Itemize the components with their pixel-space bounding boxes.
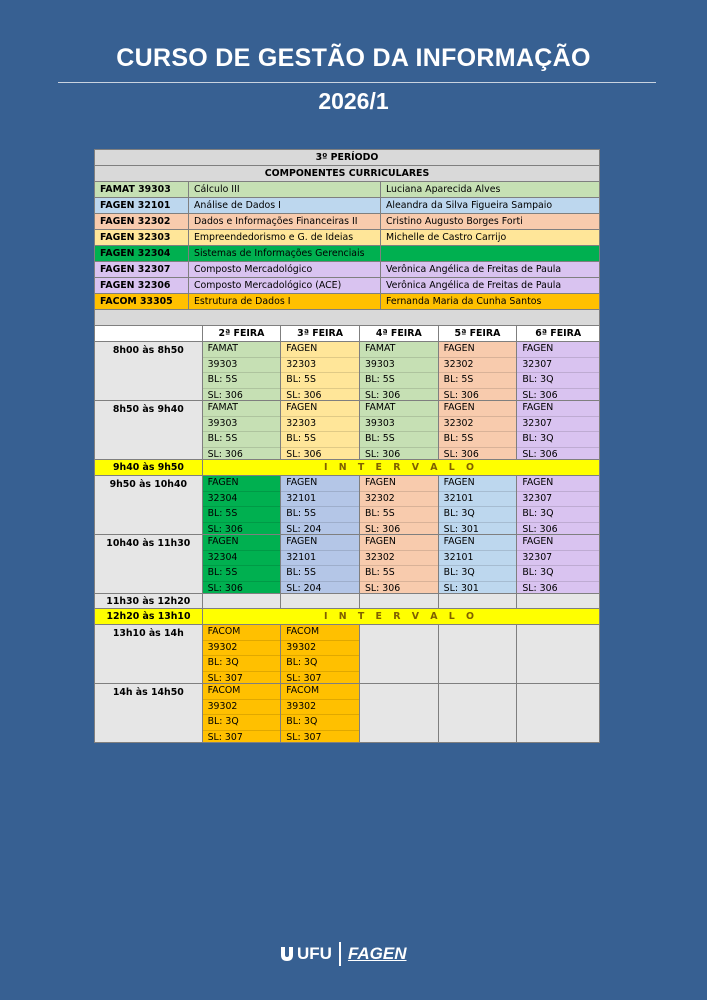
component-row	[94, 246, 600, 262]
component-code: FACOM 33305	[95, 294, 189, 309]
class-cell-line: SL: 306	[207, 448, 243, 460]
component-professor: Verônica Angélica de Freitas de Paula	[386, 264, 562, 275]
class-cell-line: FAGEN	[517, 535, 599, 551]
component-professor	[381, 246, 599, 261]
class-cell-line: FAMAT	[360, 401, 438, 417]
component-professor: Cristino Augusto Borges Forti	[386, 216, 523, 227]
class-cell-line: 39303	[360, 358, 438, 374]
class-cell-line: 32307	[517, 358, 599, 374]
class-cell-line: FACOM	[281, 625, 359, 641]
spacer-row	[94, 310, 600, 326]
time-label: 9h50 às 10h40	[95, 476, 203, 535]
time-label: 10h40 às 11h30	[95, 535, 203, 594]
empty-cell	[439, 684, 518, 743]
class-cell-line: SL: 306	[286, 389, 322, 401]
class-cell-line: SL: 306	[207, 523, 243, 535]
class-cell-line: SL: 306	[286, 448, 322, 460]
time-label: 13h10 às 14h	[95, 625, 203, 684]
component-name: Empreendedorismo e G. de Ideias	[189, 230, 381, 245]
class-cell-line: BL: 5S	[360, 566, 438, 582]
schedule-row	[95, 594, 600, 609]
class-cell-line: FAGEN	[517, 401, 599, 417]
class-cell-line: 39303	[203, 358, 281, 374]
component-code: FAGEN 32303	[95, 230, 189, 245]
page-title: CURSO DE GESTÃO DA INFORMAÇÃO	[116, 44, 591, 72]
class-cell-line: 32302	[439, 417, 517, 433]
class-cell-line: BL: 3Q	[281, 715, 359, 731]
schedule-sheet	[94, 149, 600, 743]
class-cell-line: 32304	[203, 551, 281, 567]
class-cell-line: 32303	[281, 358, 359, 374]
day-header: 2ª FEIRA	[203, 326, 282, 342]
empty-cell	[360, 684, 439, 743]
ufu-logo-text: UFU	[297, 944, 332, 963]
class-cell-line: FAGEN	[281, 401, 359, 417]
class-cell-line: BL: 3Q	[517, 507, 599, 523]
components-header: COMPONENTES CURRICULARES	[94, 166, 600, 182]
time-label: 11h30 às 12h20	[95, 594, 203, 609]
interval-label: I N T E R V A L O	[324, 611, 478, 622]
class-cell-line: BL: 3Q	[517, 373, 599, 389]
class-cell-line: BL: 5S	[203, 373, 281, 389]
class-cell-line: FAGEN	[360, 535, 438, 551]
component-name: Dados e Informações Financeiras II	[189, 214, 381, 229]
class-cell	[360, 476, 439, 535]
class-cell-line: BL: 5S	[360, 432, 438, 448]
schedule-row	[95, 476, 600, 535]
class-cell	[203, 535, 282, 594]
class-cell-line: SL: 301	[443, 523, 479, 535]
empty-cell	[439, 625, 518, 684]
interval-label: I N T E R V A L O	[324, 462, 478, 473]
class-cell-line: BL: 3Q	[517, 566, 599, 582]
component-name: Cálculo III	[189, 182, 381, 197]
class-cell-line: FAGEN	[281, 342, 359, 358]
class-cell-line: 32307	[517, 417, 599, 433]
class-cell-line: SL: 307	[207, 731, 243, 743]
component-code: FAMAT 39303	[95, 182, 189, 197]
component-row	[94, 294, 600, 310]
class-cell-line: BL: 5S	[439, 373, 517, 389]
class-cell-line: FAMAT	[203, 401, 281, 417]
class-cell	[517, 342, 600, 401]
class-cell-line: 32302	[360, 492, 438, 508]
class-cell	[203, 476, 282, 535]
component-professor: Michelle de Castro Carrijo	[386, 232, 507, 243]
empty-cell	[281, 594, 360, 609]
class-cell-line: SL: 306	[207, 389, 243, 401]
interval-row	[95, 609, 600, 625]
page-subtitle: 2026/1	[318, 88, 389, 114]
class-cell-line: FAMAT	[360, 342, 438, 358]
class-cell-line: 32302	[439, 358, 517, 374]
class-cell-line: BL: 5S	[203, 432, 281, 448]
time-label: 9h40 às 9h50	[95, 460, 203, 475]
interval-row	[95, 460, 600, 476]
logo-separator	[339, 942, 341, 966]
class-cell-line: SL: 204	[286, 582, 322, 594]
schedule-row	[95, 625, 600, 684]
class-cell-line: 39302	[203, 641, 281, 657]
class-cell-line: FAGEN	[517, 342, 599, 358]
empty-cell	[517, 684, 600, 743]
class-cell-line: FAGEN	[439, 476, 517, 492]
class-cell	[360, 401, 439, 460]
class-cell	[439, 535, 518, 594]
class-cell-line: 32302	[360, 551, 438, 567]
class-cell-line: FAMAT	[203, 342, 281, 358]
empty-cell	[203, 594, 282, 609]
class-cell-line: SL: 306	[522, 389, 558, 401]
fagen-logo-text: FAGEN	[347, 944, 407, 963]
title-divider	[58, 82, 656, 83]
component-professor: Aleandra da Silva Figueira Sampaio	[386, 200, 553, 211]
component-name: Composto Mercadológico (ACE)	[189, 278, 381, 293]
time-header-blank	[95, 326, 203, 342]
class-cell	[281, 476, 360, 535]
class-cell-line: BL: 3Q	[203, 715, 281, 731]
class-cell	[203, 401, 282, 460]
component-professor: Luciana Aparecida Alves	[386, 184, 501, 195]
class-cell-line: 32101	[281, 492, 359, 508]
day-header: 4ª FEIRA	[360, 326, 439, 342]
class-cell-line: SL: 204	[286, 523, 322, 535]
class-cell-line: BL: 5S	[360, 373, 438, 389]
component-code: FAGEN 32307	[95, 262, 189, 277]
component-row	[94, 262, 600, 278]
class-cell-line: FAGEN	[439, 342, 517, 358]
class-cell	[517, 476, 600, 535]
class-cell-line: BL: 5S	[281, 507, 359, 523]
schedule-row	[95, 684, 600, 743]
class-cell	[439, 401, 518, 460]
components-list	[94, 182, 600, 310]
period-header: 3º PERÍODO	[94, 149, 600, 166]
component-code: FAGEN 32101	[95, 198, 189, 213]
class-cell-line: SL: 306	[364, 523, 401, 535]
class-cell-line: BL: 3Q	[517, 432, 599, 448]
component-code: FAGEN 32302	[95, 214, 189, 229]
schedule-row	[95, 401, 600, 460]
class-cell	[439, 476, 518, 535]
class-cell-line: BL: 5S	[360, 507, 438, 523]
class-cell-line: 32303	[281, 417, 359, 433]
component-row	[94, 198, 600, 214]
component-code: FAGEN 32304	[95, 246, 189, 261]
empty-cell	[439, 594, 518, 609]
component-row	[94, 182, 600, 198]
class-cell-line: 32101	[281, 551, 359, 567]
class-cell-line: SL: 306	[207, 582, 243, 594]
class-cell	[281, 625, 360, 684]
class-cell-line: 32307	[517, 492, 599, 508]
class-cell-line: 39302	[281, 700, 359, 716]
component-name: Composto Mercadológico	[189, 262, 381, 277]
component-row	[94, 278, 600, 294]
component-name: Sistemas de Informações Gerenciais	[189, 246, 381, 261]
class-cell-line: SL: 307	[286, 672, 322, 684]
class-cell-line: FAGEN	[360, 476, 438, 492]
class-cell-line: SL: 301	[443, 582, 479, 594]
class-cell-line: SL: 307	[207, 672, 243, 684]
empty-cell	[517, 625, 600, 684]
class-cell-line: FAGEN	[439, 535, 517, 551]
class-cell-line: SL: 306	[443, 448, 479, 460]
class-cell-line: 32304	[203, 492, 281, 508]
class-cell-line: FACOM	[203, 684, 281, 700]
class-cell-line: FAGEN	[281, 476, 359, 492]
time-label: 12h20 às 13h10	[95, 609, 203, 624]
empty-cell	[360, 625, 439, 684]
class-cell-line: 32101	[439, 492, 517, 508]
class-cell-line: FACOM	[203, 625, 281, 641]
class-cell-line: BL: 3Q	[439, 507, 517, 523]
class-cell-line: FAGEN	[439, 401, 517, 417]
day-header-row	[95, 326, 600, 342]
class-cell-line: SL: 306	[522, 523, 558, 535]
class-cell-line: FAGEN	[281, 535, 359, 551]
class-cell-line: BL: 5S	[439, 432, 517, 448]
class-cell-line: SL: 306	[364, 389, 401, 401]
class-cell	[281, 401, 360, 460]
class-cell-line: 39303	[360, 417, 438, 433]
class-cell-line: BL: 5S	[281, 432, 359, 448]
ufu-fagen-logo	[280, 939, 407, 969]
class-cell-line: SL: 307	[286, 731, 322, 743]
class-cell-line: 32101	[439, 551, 517, 567]
class-cell-line: 32307	[517, 551, 599, 567]
class-cell-line: FAGEN	[517, 476, 599, 492]
class-cell	[281, 535, 360, 594]
day-header: 3ª FEIRA	[281, 326, 360, 342]
class-cell-line: FAGEN	[203, 476, 281, 492]
class-cell-line: BL: 5S	[281, 566, 359, 582]
schedule-row	[95, 342, 600, 401]
class-cell-line: SL: 306	[443, 389, 479, 401]
ufu-emblem-icon	[280, 946, 294, 962]
class-cell	[517, 535, 600, 594]
class-cell-line: BL: 3Q	[439, 566, 517, 582]
class-cell-line: BL: 5S	[203, 507, 281, 523]
class-cell	[281, 342, 360, 401]
class-cell-line: FAGEN	[203, 535, 281, 551]
schedule-row	[95, 535, 600, 594]
class-cell	[439, 342, 518, 401]
empty-cell	[517, 594, 600, 609]
time-label: 8h50 às 9h40	[95, 401, 203, 460]
class-cell	[203, 625, 282, 684]
class-cell	[203, 684, 282, 743]
class-cell-line: BL: 3Q	[203, 656, 281, 672]
class-cell-line: BL: 5S	[281, 373, 359, 389]
day-header: 5ª FEIRA	[439, 326, 518, 342]
weekly-schedule-grid	[94, 326, 600, 743]
class-cell-line: SL: 306	[522, 448, 558, 460]
class-cell-line: SL: 306	[522, 582, 558, 594]
empty-cell	[360, 594, 439, 609]
class-cell	[360, 342, 439, 401]
class-cell	[517, 401, 600, 460]
class-cell-line: FACOM	[281, 684, 359, 700]
day-header: 6ª FEIRA	[517, 326, 600, 342]
component-name: Estrutura de Dados I	[189, 294, 381, 309]
class-cell-line: BL: 5S	[203, 566, 281, 582]
class-cell	[203, 342, 282, 401]
component-row	[94, 230, 600, 246]
component-professor: Fernanda Maria da Cunha Santos	[386, 296, 542, 307]
component-name: Análise de Dados I	[189, 198, 381, 213]
time-label: 8h00 às 8h50	[95, 342, 203, 401]
component-professor: Verônica Angélica de Freitas de Paula	[386, 280, 562, 291]
class-cell-line: SL: 306	[364, 582, 401, 594]
class-cell	[360, 535, 439, 594]
class-cell-line: BL: 3Q	[281, 656, 359, 672]
class-cell-line: 39302	[281, 641, 359, 657]
time-label: 14h às 14h50	[95, 684, 203, 743]
class-cell-line: SL: 306	[364, 448, 401, 460]
class-cell-line: 39303	[203, 417, 281, 433]
component-row	[94, 214, 600, 230]
class-cell	[281, 684, 360, 743]
class-cell-line: 39302	[203, 700, 281, 716]
component-code: FAGEN 32306	[95, 278, 189, 293]
